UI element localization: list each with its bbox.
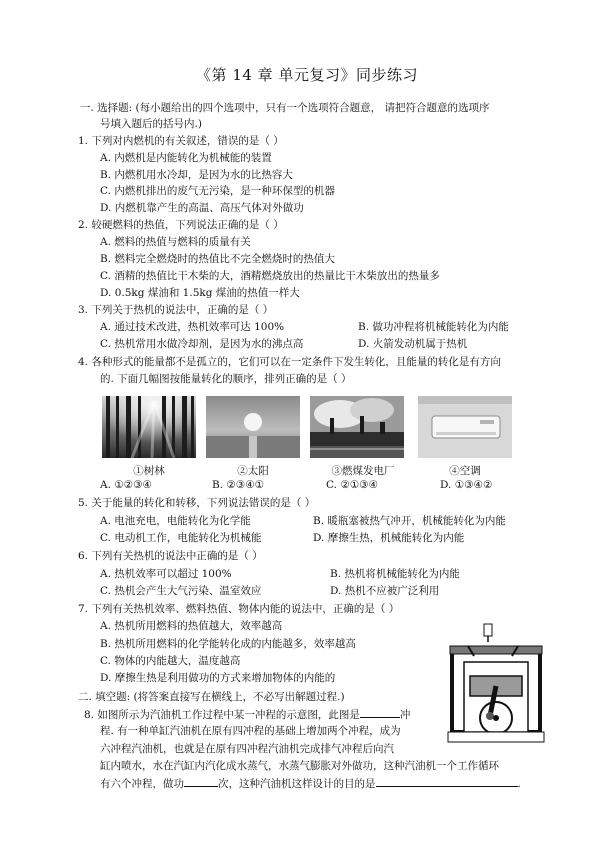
section1-instructions: 一. 选择题: (每小题给出的四个选项中，只有一个选项符合题意， 请把符合题意的选项序 xyxy=(80,102,490,114)
question-3-stem: 3. 下列关于热机的说法中，正确的是（ ） xyxy=(78,304,274,316)
question-8-line-4: 缸内喷水，水在汽缸内汽化成水蒸气，水蒸气膨胀对外做功，这种汽油机一个工作循环 xyxy=(100,760,499,772)
question-4-stem-cont: 的. 下面几幅图按能量转化的顺序，排列正确的是（ ） xyxy=(100,373,352,385)
question-3-option-a: A. 通过技术改进，热机效率可达 100% xyxy=(100,321,285,333)
question-8-text-5b: 次，这种汽油机这样设计的目的是 xyxy=(218,778,376,790)
question-4-option-a: A. ①②③④ xyxy=(100,479,152,491)
answer-blank-stroke[interactable] xyxy=(360,707,400,718)
question-8-line-3: 六冲程汽油机，也就是在原有四冲程汽油机完成排气冲程后向汽 xyxy=(100,743,394,755)
question-2-option-a: A. 燃料的热值与燃料的质量有关 xyxy=(100,236,251,248)
question-8-text-1b: 冲 xyxy=(399,709,411,721)
section1-instructions-cont: 号填入题后的括号内.) xyxy=(100,118,202,130)
question-4-option-b: B. ②③④① xyxy=(212,479,265,491)
engine-diagram xyxy=(444,622,548,746)
question-5-stem: 5. 关于能量的转化和转移，下列说法错误的是（ ） xyxy=(78,497,316,509)
page-title: 《第 14 章 单元复习》同步练习 xyxy=(196,66,418,84)
question-1-option-c: C. 内燃机排出的废气无污染，是一种环保型的机器 xyxy=(100,185,335,197)
question-1-option-a: A. 内燃机是内能转化为机械能的装置 xyxy=(100,152,272,164)
caption-sun: ②太阳 xyxy=(237,465,269,477)
question-4-stem: 4. 各种形式的能量都不是孤立的，它们可以在一定条件下发生转化，且能量的转化是有方向 xyxy=(78,356,501,368)
question-8-line-5 xyxy=(100,776,521,791)
question-3-option-c: C. 热机常用水做冷却剂，是因为水的沸点高 xyxy=(100,338,304,350)
question-5-option-d: D. 摩擦生热，机械能转化为内能 xyxy=(313,532,465,544)
question-8-text-5a: 有六个冲程，做功 xyxy=(100,778,184,790)
question-4-option-d: D. ①③④② xyxy=(440,479,493,491)
question-8-text-1a: 8. 如图所示为汽油机工作过程中某一冲程的示意图，此图是 xyxy=(84,709,360,721)
question-4-option-c: C. ②①③④ xyxy=(326,479,378,491)
question-3-option-b: B. 做功冲程将机械能转化为内能 xyxy=(358,321,509,333)
question-7-option-a: A. 热机所用燃料的热值越大，效率越高 xyxy=(100,620,283,632)
question-6-stem: 6. 下列有关热机的说法中正确的是（ ） xyxy=(78,550,263,562)
question-6-option-b: B. 热机将机械能转化为内能 xyxy=(330,568,460,580)
question-7-option-c: C. 物体的内能越大，温度越高 xyxy=(100,655,241,667)
power-plant-image xyxy=(310,396,404,458)
question-3-option-d: D. 火箭发动机属于热机 xyxy=(358,338,468,350)
forest-image xyxy=(102,396,196,458)
question-6-option-a: A. 热机效率可以超过 100% xyxy=(100,568,232,580)
question-6-option-d: D. 热机不应被广泛利用 xyxy=(330,585,440,597)
section2-instructions: 二. 填空题: (将答案直接写在横线上，不必写出解题过程.) xyxy=(78,691,345,703)
question-2-option-d: D. 0.5kg 煤油和 1.5kg 煤油的热值一样大 xyxy=(100,287,300,299)
caption-forest: ①树林 xyxy=(133,465,165,477)
answer-blank-count[interactable] xyxy=(184,776,218,787)
question-1-option-b: B. 内燃机用水冷却，是因为水的比热容大 xyxy=(100,169,293,181)
caption-power-plant: ③燃煤发电厂 xyxy=(331,465,395,477)
question-1-stem: 1. 下列对内燃机的有关叙述，错误的是（ ） xyxy=(78,135,284,147)
question-2-option-c: C. 酒精的热值比干木柴的大，酒精燃烧放出的热量比干木柴放出的热量多 xyxy=(100,270,440,282)
question-1-option-d: D. 内燃机靠产生的高温、高压气体对外做功 xyxy=(100,202,304,214)
question-5-option-b: B. 暖瓶塞被热气冲开，机械能转化为内能 xyxy=(313,515,506,527)
question-2-option-b: B. 燃料完全燃烧时的热值比不完全燃烧时的热值大 xyxy=(100,253,335,265)
caption-air-conditioner: ④空调 xyxy=(449,465,481,477)
question-7-stem: 7. 下列有关热机效率、燃料热值、物体内能的说法中，正确的是（ ） xyxy=(78,603,400,615)
sun-image xyxy=(206,396,300,458)
air-conditioner-image xyxy=(418,396,512,458)
question-5-option-c: C. 电动机工作，电能转化为机械能 xyxy=(100,532,262,544)
question-7-option-d: D. 摩擦生热是利用做功的方式来增加物体的内能的 xyxy=(100,672,336,684)
question-8-text-5c: . xyxy=(517,778,521,790)
question-7-option-b: B. 热机所用燃料的化学能转化成的内能越多，效率越高 xyxy=(100,638,356,650)
question-6-option-c: C. 热机会产生大气污染、温室效应 xyxy=(100,585,262,597)
question-2-stem: 2. 较硬燃料的热值，下列说法正确的是（ ） xyxy=(78,219,284,231)
answer-blank-purpose[interactable] xyxy=(376,776,518,787)
question-8-line-1 xyxy=(84,707,410,722)
question-5-option-a: A. 电池充电，电能转化为化学能 xyxy=(100,515,251,527)
question-8-line-2: 程. 有一种单缸汽油机在原有四冲程的基础上增加两个冲程，成为 xyxy=(100,725,401,737)
